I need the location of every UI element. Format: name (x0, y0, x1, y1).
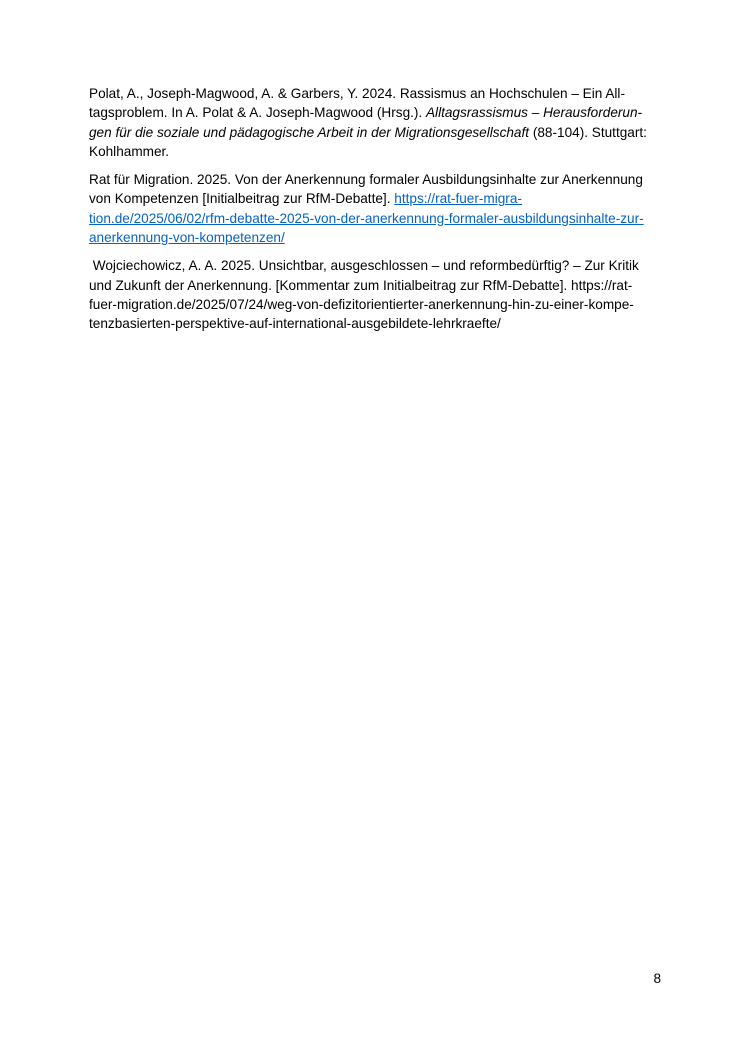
hyperlink[interactable]: anerkennung-von-kompetenzen/ (89, 230, 285, 246)
reference-wojciechowicz (89, 256, 669, 333)
body-text: Rat für Migration. 2025. Von der Anerkennung formaler Ausbildungsinhalte zur Anerkennung (89, 172, 643, 188)
body-text: Wojciechowicz, A. A. 2025. Unsichtbar, ausgeschlossen – und reformbedürftig? – Zur Kritik (89, 258, 639, 274)
references-section (89, 84, 669, 343)
text-line (89, 189, 669, 208)
text-line (89, 256, 669, 275)
page-footer (89, 969, 661, 988)
text-line (89, 103, 669, 122)
reference-polat (89, 84, 669, 161)
body-text: von Kompetenzen [Initialbeitrag zur RfM-Debatte]. (89, 191, 395, 207)
body-text: Polat, A., Joseph-Magwood, A. & Garbers, Y. 2024. Rassismus an Hochschulen – Ein All- (89, 86, 625, 101)
body-text: Kohlhammer. (89, 143, 170, 159)
text-line (89, 276, 669, 295)
text-line (89, 295, 669, 314)
body-text: tagsproblem. In A. Polat & A. Joseph-Magwood (Hrsg.). (89, 105, 426, 121)
text-line (89, 209, 669, 228)
body-text: tenzbasierten-perspektive-auf-international-ausgebildete-lehrkraefte/ (89, 316, 501, 332)
hyperlink[interactable]: tion.de/2025/06/02/rfm-debatte-2025-von-der-anerkennung-formaler-ausbildungsinhalte-zur- (89, 210, 644, 226)
body-text: fuer-migration.de/2025/07/24/weg-von-defizitorientierter-anerkennung-hin-zu-einer-kompe- (89, 296, 634, 312)
body-text: (88-104). Stuttgart: (529, 124, 647, 140)
body-text: und Zukunft der Anerkennung. [Kommentar zum Initialbeitrag zur RfM-Debatte]. https://rat- (89, 277, 633, 293)
text-line (89, 142, 669, 161)
text-line (89, 170, 669, 189)
italic-book-title: Alltagsrassismus – Herausforderun- (425, 105, 643, 121)
text-line (89, 314, 669, 333)
text-line (89, 228, 669, 247)
page-number: 8 (653, 971, 661, 986)
reference-rat-fuer-migration (89, 170, 669, 247)
italic-book-title: gen für die soziale und pädagogische Arbeit in der Migrationsgesellschaft (89, 124, 530, 140)
text-line (89, 123, 669, 142)
hyperlink[interactable]: https://rat-fuer-migra- (394, 191, 522, 207)
text-line (89, 84, 669, 103)
